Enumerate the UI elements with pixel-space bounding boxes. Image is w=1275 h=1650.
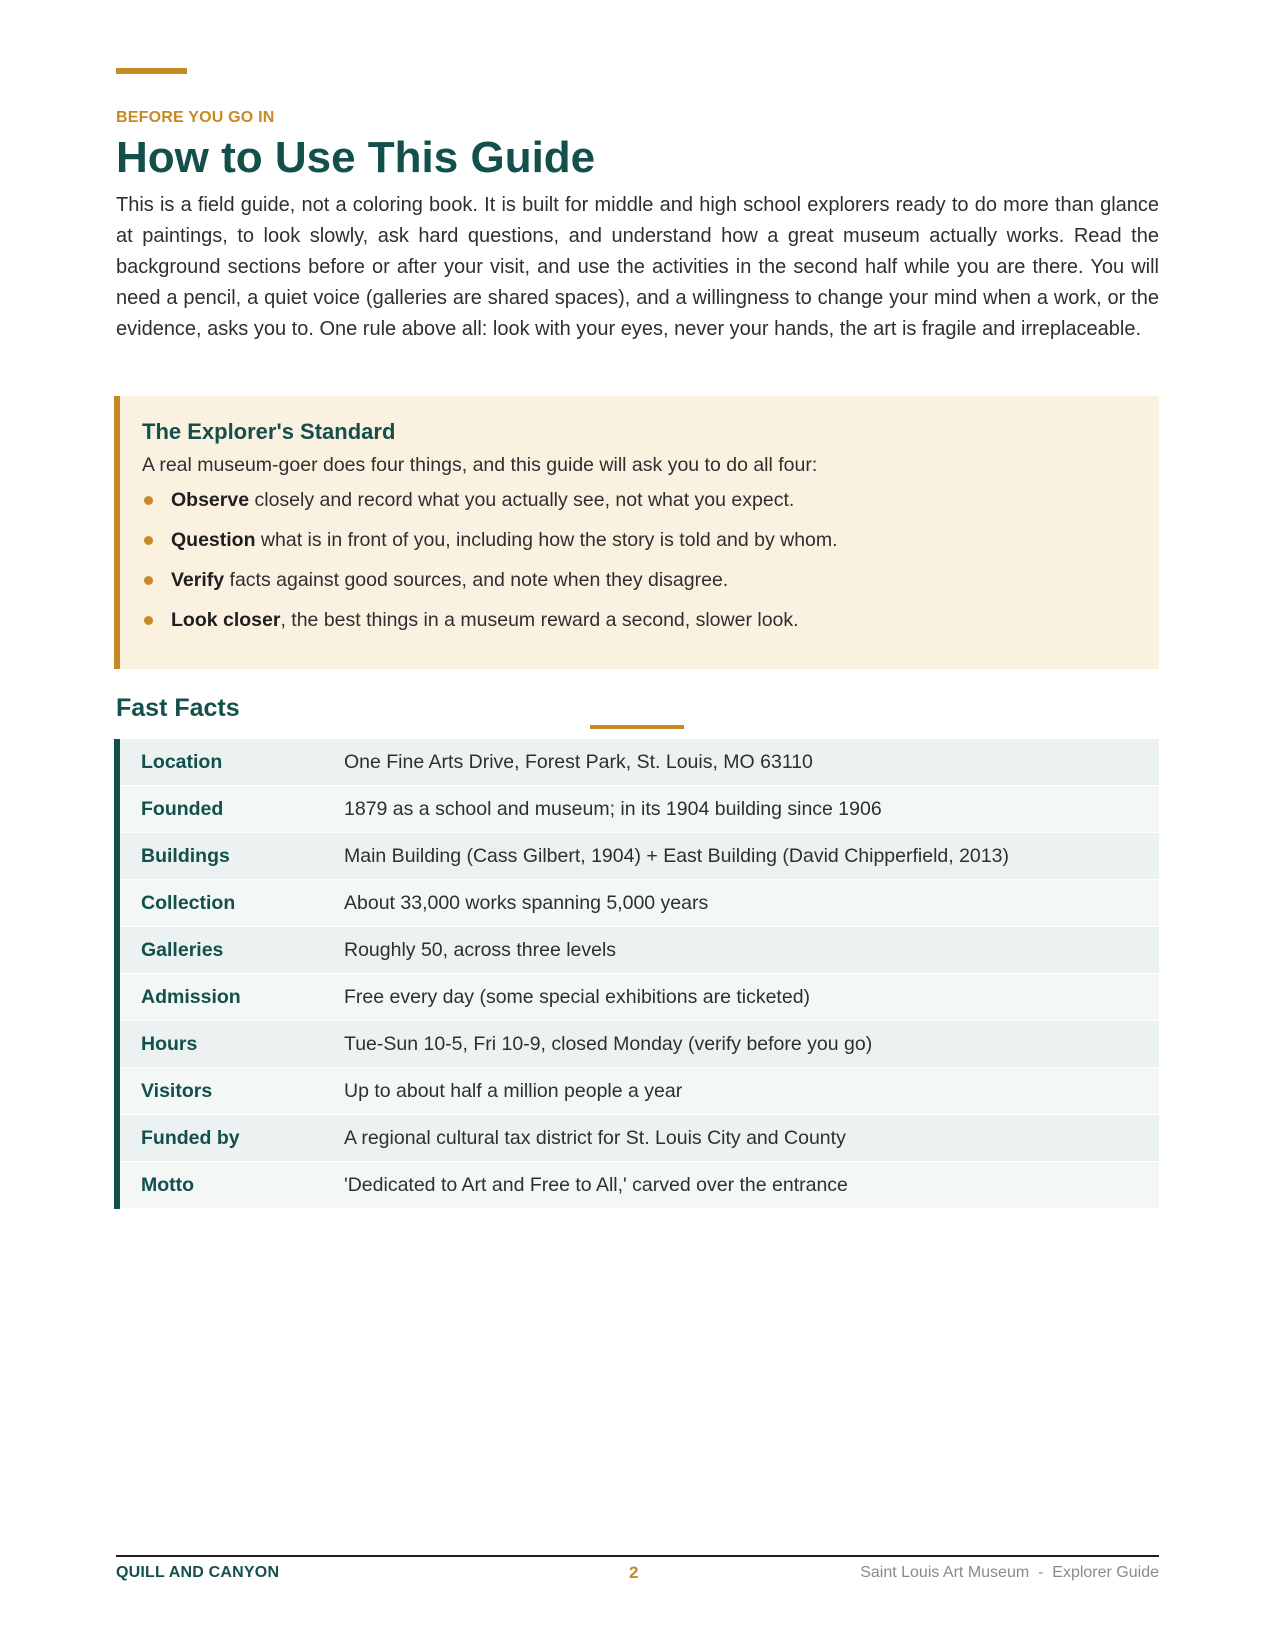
table-row (120, 833, 1159, 880)
fact-label: Funded by (141, 1126, 240, 1149)
list-item-term: Verify (171, 569, 225, 591)
table-row (120, 739, 1159, 786)
table-row (120, 1068, 1159, 1115)
section-eyebrow: BEFORE YOU GO IN (116, 109, 275, 126)
bullet-icon (144, 536, 153, 545)
list-item-term: Question (171, 529, 256, 551)
page-number: 2 (629, 1563, 639, 1582)
table-row (120, 1162, 1159, 1209)
bullet-icon (144, 576, 153, 585)
table-row (120, 786, 1159, 833)
bullet-icon (144, 496, 153, 505)
footer-publisher: QUILL AND CANYON (116, 1564, 280, 1581)
fact-value: Main Building (Cass Gilbert, 1904) + East Building (David Chipperfield, 2013) (344, 844, 1009, 867)
fact-value: Roughly 50, across three levels (344, 938, 617, 961)
list-item-text: facts against good sources, and note when they disagree. (224, 569, 729, 591)
table-row (120, 927, 1159, 974)
list-item-text: closely and record what you actually see, not what you expect. (249, 489, 795, 511)
fact-value: A regional cultural tax district for St. Louis City and County (344, 1126, 846, 1149)
list-item (142, 488, 1142, 528)
fact-label: Buildings (141, 844, 230, 867)
list-item-text: what is in front of you, including how the story is told and by whom. (255, 529, 838, 551)
standard-list (142, 488, 1142, 648)
fact-label: Visitors (141, 1079, 213, 1102)
table-row (120, 1021, 1159, 1068)
fact-label: Hours (141, 1032, 198, 1055)
fact-label: Motto (141, 1173, 195, 1196)
explorers-standard-callout (114, 396, 1159, 669)
intro-paragraph: This is a field guide, not a coloring book. It is built for middle and high school explorers ready to do more than glance at paintings, to look slowly, ask hard questions, and understand how a great museum actually works. Read the background sections before or after your visit, and use the activities in the second half while you are there. You will need a pencil, a quiet voice (galleries are shared spaces), and a willingness to change your mind when a work, or the evidence, asks you to. One rule above all: look with your eyes, never your hands, the art is fragile and irreplaceable. (116, 194, 1159, 340)
table-row (120, 1115, 1159, 1162)
list-item (142, 568, 1142, 608)
footer-guide-title: Saint Louis Art Museum - Explorer Guide (860, 1564, 1159, 1581)
fact-value: About 33,000 works spanning 5,000 years (344, 891, 709, 914)
fact-value: 'Dedicated to Art and Free to All,' carved over the entrance (344, 1173, 848, 1196)
bullet-icon (144, 616, 153, 625)
fast-facts-table (114, 739, 1159, 1209)
callout-title: The Explorer's Standard (142, 419, 396, 444)
list-item-term: Look closer (171, 609, 281, 631)
fact-value: One Fine Arts Drive, Forest Park, St. Louis, MO 63110 (344, 750, 813, 773)
page-title: How to Use This Guide (116, 133, 596, 182)
callout-lead: A real museum-goer does four things, and this guide will ask you to do all four: (142, 454, 818, 476)
fact-label: Location (141, 750, 223, 773)
fast-facts-title: Fast Facts (116, 694, 240, 722)
fact-value: Tue-Sun 10-5, Fri 10-9, closed Monday (verify before you go) (344, 1032, 873, 1055)
fact-value: 1879 as a school and museum; in its 1904 building since 1906 (344, 797, 882, 820)
fact-label: Admission (141, 985, 241, 1008)
section-divider (590, 725, 684, 729)
table-row (120, 974, 1159, 1021)
list-item-term: Observe (171, 489, 250, 511)
footer-divider (116, 1555, 1159, 1557)
accent-bar (116, 68, 187, 74)
fact-label: Galleries (141, 938, 224, 961)
fact-label: Collection (141, 891, 236, 914)
list-item (142, 528, 1142, 568)
fact-value: Free every day (some special exhibitions are ticketed) (344, 985, 811, 1008)
list-item (142, 608, 1142, 648)
table-row (120, 880, 1159, 927)
list-item-text: , the best things in a museum reward a second, slower look. (280, 609, 799, 631)
fact-value: Up to about half a million people a year (344, 1079, 683, 1102)
fact-label: Founded (141, 797, 224, 820)
